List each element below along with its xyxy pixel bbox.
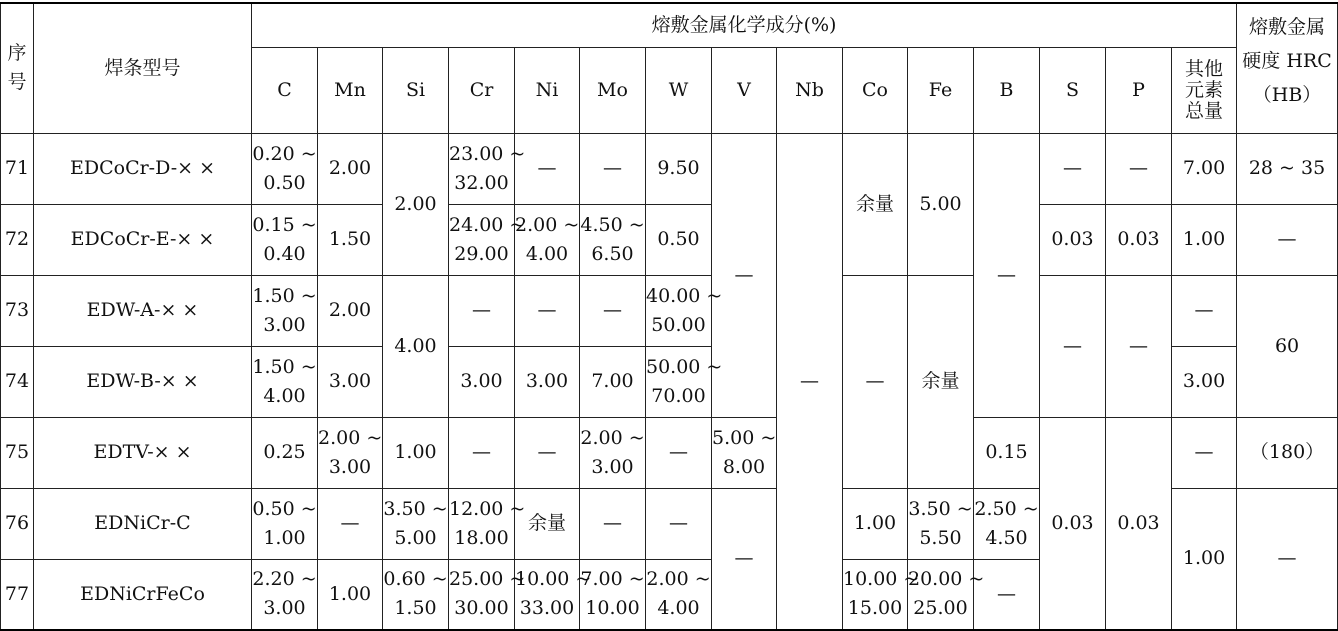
- cell-cr: [449, 204, 526, 275]
- cell-value-line: 32.00: [454, 171, 509, 194]
- cell-ni: —: [515, 417, 580, 488]
- electrode-model: EDTV-× ×: [34, 417, 252, 488]
- header-others: [1172, 47, 1237, 133]
- cell-mo: —: [580, 133, 646, 204]
- cell-ni: [515, 204, 580, 275]
- header-element-b: B: [974, 47, 1040, 133]
- cell-si: [383, 559, 449, 630]
- cell-mn: —: [318, 488, 383, 559]
- cell-c: [252, 488, 318, 559]
- cell-value-line: 1.50 ~: [252, 284, 317, 307]
- cell-mo: —: [580, 488, 646, 559]
- cell-value-line: 4.50: [985, 526, 1028, 549]
- cell-others: 7.00: [1172, 133, 1237, 204]
- row-number: 73: [1, 275, 34, 346]
- cell-fe: [908, 488, 974, 559]
- cell-ni: 3.00: [515, 346, 580, 417]
- row-number: 72: [1, 204, 34, 275]
- cell-value-line: 4.00: [263, 384, 306, 407]
- header-element-c: C: [252, 47, 318, 133]
- cell-value-line: 2.20 ~: [252, 568, 317, 591]
- cell-si-merged: 2.00: [383, 133, 449, 275]
- cell-s: 0.03: [1040, 204, 1106, 275]
- cell-hardness: 28 ~ 35: [1237, 133, 1338, 204]
- cell-value-line: 12.00 ~: [449, 497, 526, 520]
- cell-si: 1.00: [383, 417, 449, 488]
- electrode-model: EDNiCr-C: [34, 488, 252, 559]
- cell-c: 0.25: [252, 417, 318, 488]
- cell-c: [252, 275, 318, 346]
- cell-value-line: 3.50 ~: [908, 497, 973, 520]
- row-number: 71: [1, 133, 34, 204]
- cell-nb-merged: —: [777, 133, 843, 630]
- cell-cr: —: [449, 275, 515, 346]
- cell-ni: —: [515, 133, 580, 204]
- cell-value-line: 18.00: [454, 526, 509, 549]
- cell-v: [712, 417, 777, 488]
- cell-value-line: 70.00: [651, 384, 706, 407]
- cell-mo: [580, 204, 646, 275]
- cell-cr: [449, 488, 526, 559]
- cell-mo: [580, 417, 646, 488]
- cell-p: 0.03: [1106, 204, 1172, 275]
- header-element-co: Co: [843, 47, 908, 133]
- cell-s: —: [1040, 133, 1106, 204]
- cell-mn: 1.50: [318, 204, 383, 275]
- cell-w: 0.50: [646, 204, 712, 275]
- header-element-cr: Cr: [449, 47, 515, 133]
- cell-c: [252, 133, 318, 204]
- cell-w: [646, 275, 723, 346]
- header-index-line: 号: [7, 71, 27, 94]
- cell-value-line: 33.00: [519, 597, 575, 620]
- cell-value-line: 50.00: [651, 313, 706, 336]
- cell-value-line: 15.00: [847, 597, 903, 620]
- cell-mn: 1.00: [318, 559, 383, 630]
- cell-value-line: 5.50: [919, 526, 962, 549]
- cell-value-line: 3.50 ~: [383, 497, 448, 520]
- cell-c: [252, 346, 318, 417]
- cell-fe-merged: 5.00: [908, 133, 974, 275]
- cell-w: 9.50: [646, 133, 712, 204]
- cell-s-merged: 0.03: [1040, 417, 1106, 630]
- cell-co: [843, 559, 920, 630]
- header-element-s: S: [1040, 47, 1106, 133]
- electrode-model: EDW-B-× ×: [34, 346, 252, 417]
- electrode-model: EDCoCr-E-× ×: [34, 204, 252, 275]
- cell-hardness-merged: —: [1237, 488, 1338, 630]
- cell-b: [974, 488, 1040, 559]
- cell-mo: —: [580, 275, 646, 346]
- cell-c: [252, 204, 318, 275]
- cell-others: —: [1172, 417, 1237, 488]
- electrode-model: EDNiCrFeCo: [34, 559, 252, 630]
- cell-mo: 7.00: [580, 346, 646, 417]
- cell-co-merged: —: [843, 275, 908, 488]
- cell-others: 3.00: [1172, 346, 1237, 417]
- cell-fe-merged: 余量: [908, 275, 974, 488]
- cell-value-line: 0.60 ~: [383, 568, 448, 591]
- cell-mn: 3.00: [318, 346, 383, 417]
- cell-b-merged: —: [974, 133, 1040, 417]
- header-composition: 熔敷金属化学成分(%): [252, 3, 1237, 47]
- cell-v-merged: —: [712, 133, 777, 417]
- header-hardness: [1237, 3, 1338, 133]
- header-element-nb: Nb: [777, 47, 843, 133]
- cell-value-line: 0.50: [263, 171, 306, 194]
- cell-value-line: 3.00: [263, 313, 306, 336]
- cell-value-line: 0.20 ~: [252, 142, 317, 165]
- header-others-line: 元素: [1185, 78, 1224, 101]
- cell-value-line: 1.00: [263, 526, 306, 549]
- cell-cr: [449, 559, 526, 630]
- cell-value-line: 4.50 ~: [580, 213, 645, 236]
- cell-c: [252, 559, 318, 630]
- cell-value-line: 7.00 ~: [580, 568, 645, 591]
- row-number: 74: [1, 346, 34, 417]
- electrode-model: EDW-A-× ×: [34, 275, 252, 346]
- cell-value-line: 0.40: [263, 242, 306, 265]
- cell-value-line: 2.00 ~: [646, 568, 711, 591]
- cell-value-line: 3.00: [328, 455, 372, 478]
- cell-value-line: 0.15 ~: [252, 213, 317, 236]
- cell-value-line: 2.00 ~: [515, 213, 580, 236]
- header-element-w: W: [646, 47, 712, 133]
- cell-others: 1.00: [1172, 204, 1237, 275]
- header-element-p: P: [1106, 47, 1172, 133]
- cell-mo: [580, 559, 646, 630]
- cell-p-merged: —: [1106, 275, 1172, 417]
- header-element-mo: Mo: [580, 47, 646, 133]
- cell-value-line: 10.00 ~: [515, 568, 592, 591]
- table-row: [1, 275, 1338, 346]
- cell-value-line: 2.00 ~: [318, 426, 383, 449]
- cell-value-line: 1.50 ~: [252, 355, 317, 378]
- cell-ni: 余量: [515, 488, 580, 559]
- row-number: 75: [1, 417, 34, 488]
- cell-value-line: 0.50 ~: [252, 497, 317, 520]
- cell-value-line: 10.00 ~: [843, 568, 920, 591]
- header-index-line: 序: [7, 42, 27, 65]
- cell-mn: 2.00: [318, 275, 383, 346]
- cell-cr: 3.00: [449, 346, 515, 417]
- cell-value-line: 4.00: [525, 242, 569, 265]
- cell-ni: [515, 559, 592, 630]
- cell-others: —: [1172, 275, 1237, 346]
- cell-mn: 2.00: [318, 133, 383, 204]
- cell-value-line: 2.50 ~: [974, 497, 1039, 520]
- header-index: [1, 3, 34, 133]
- cell-value-line: 20.00 ~: [908, 568, 985, 591]
- header-hardness-line: 硬度 HRC: [1242, 50, 1332, 72]
- cell-value-line: 2.00 ~: [580, 426, 645, 449]
- cell-p-merged: 0.03: [1106, 417, 1172, 630]
- cell-value-line: 29.00: [454, 242, 509, 265]
- header-model: 焊条型号: [34, 3, 252, 133]
- cell-value-line: 30.00: [454, 597, 509, 620]
- cell-value-line: 8.00: [722, 455, 766, 478]
- table-row: [1, 204, 1338, 275]
- row-number: 76: [1, 488, 34, 559]
- cell-p: —: [1106, 133, 1172, 204]
- cell-value-line: 5.00: [394, 526, 437, 549]
- cell-value-line: 3.00: [591, 455, 634, 478]
- cell-fe: [908, 559, 985, 630]
- header-element-mn: Mn: [318, 47, 383, 133]
- header-hardness-line: 熔敷金属: [1249, 16, 1326, 38]
- header-others-line: 其他: [1185, 57, 1224, 80]
- header-element-ni: Ni: [515, 47, 580, 133]
- cell-s-merged: —: [1040, 275, 1106, 417]
- cell-si-merged: 4.00: [383, 275, 449, 417]
- row-number: 77: [1, 559, 34, 630]
- cell-cr: [449, 133, 526, 204]
- cell-value-line: 24.00 ~: [449, 213, 526, 236]
- header-hardness-line: （HB）: [1252, 84, 1322, 106]
- cell-ni: —: [515, 275, 580, 346]
- cell-value-line: 1.50: [394, 597, 437, 620]
- cell-co-merged: 余量: [843, 133, 908, 275]
- cell-cr: —: [449, 417, 515, 488]
- cell-w: [646, 346, 723, 417]
- cell-others-merged: 1.00: [1172, 488, 1237, 630]
- cell-b: 0.15: [974, 417, 1040, 488]
- cell-hardness: —: [1237, 204, 1338, 275]
- header-element-si: Si: [383, 47, 449, 133]
- cell-w: —: [646, 417, 712, 488]
- cell-w: —: [646, 488, 712, 559]
- cell-b: —: [974, 559, 1040, 630]
- cell-v-merged: —: [712, 488, 777, 630]
- cell-value-line: 4.00: [657, 597, 700, 620]
- composition-table: [0, 2, 1338, 631]
- cell-si: [383, 488, 449, 559]
- electrode-model: EDCoCr-D-× ×: [34, 133, 252, 204]
- cell-mn: [318, 417, 383, 488]
- table-row: [1, 133, 1338, 204]
- header-others-line: 总量: [1185, 99, 1224, 122]
- cell-w: [646, 559, 712, 630]
- cell-value-line: 23.00 ~: [449, 142, 526, 165]
- cell-value-line: 40.00 ~: [646, 284, 723, 307]
- cell-value-line: 6.50: [591, 242, 634, 265]
- cell-value-line: 10.00: [585, 597, 640, 620]
- cell-hardness-merged: 60: [1237, 275, 1338, 417]
- cell-value-line: 25.00: [913, 597, 968, 620]
- cell-value-line: 3.00: [263, 597, 306, 620]
- cell-co: 1.00: [843, 488, 908, 559]
- header-element-fe: Fe: [908, 47, 974, 133]
- cell-value-line: 50.00 ~: [646, 355, 723, 378]
- table-row: [1, 417, 1338, 488]
- cell-value-line: 25.00 ~: [449, 568, 526, 591]
- cell-hardness: （180）: [1237, 417, 1338, 488]
- header-element-v: V: [712, 47, 777, 133]
- cell-value-line: 5.00 ~: [712, 426, 777, 449]
